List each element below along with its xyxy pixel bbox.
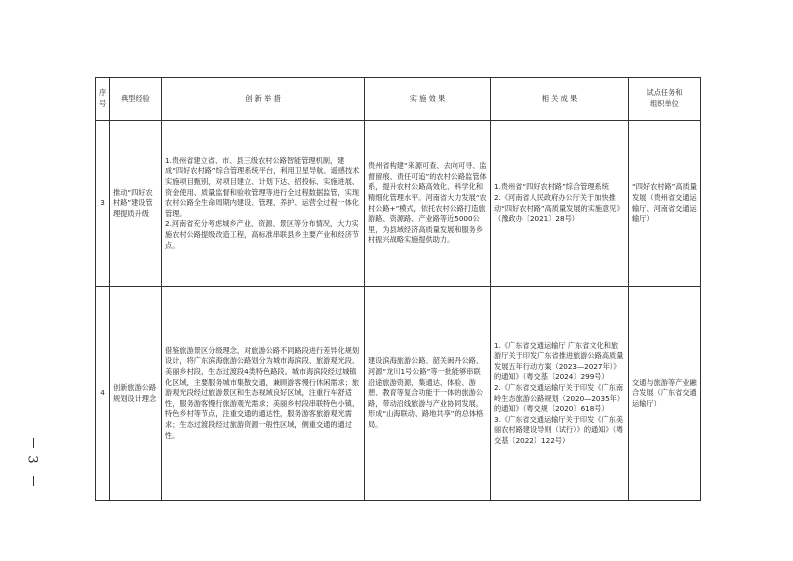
page-number-dash xyxy=(33,438,34,448)
row-seq: 3 xyxy=(96,121,110,287)
page-number-dash xyxy=(33,476,34,486)
header-measures: 创 新 举 措 xyxy=(162,78,365,121)
measure-item: 借鉴旅游景区分级理念，对旅游公路不同路段进行差异化规划设计，将广东滨海旅游公路划分为城市海滨段、旅游观光段、美丽乡村段、生态过渡段4类特色路段。城市海滨段经过城镇化区域，主要服务城市集散交通，兼顾游客慢行休闲需求；旅游观光段经过旅游景区和生态视域良好区域，注重行车舒适性，服务游客慢行旅游观光需求；美丽乡村段串联特色小镇、特色乡村等节点，注重交通的通达性，服务游客旅游观光需求；生态过渡段经过旅游资源一般性区域，侧重交通的通过性。 xyxy=(165,345,360,440)
page-number-marker xyxy=(20,438,50,488)
table-row xyxy=(96,121,701,287)
row-seq: 4 xyxy=(96,287,110,501)
row-effects: 贵州省构建“来源可查、去向可寻、监督留痕、责任可追”的农村公路监管体系，提升农村公路高效化、科学化和精细化管理水平。河南省大力发展“农村公路+”模式，依托农村公路打造旅游路、资源路、产业路等近5000公里，为县域经济高质量发展和服务乡村振兴战略实施提供助力。 xyxy=(365,121,491,287)
result-item: 1.《广东省交通运输厅 广东省文化和旅游厅关于印发广东省推进旅游公路高质量发展五年行动方案（2023—2027年）》的通知》（粤交基〔2024〕299号） xyxy=(494,340,624,382)
table-row xyxy=(96,287,701,501)
measure-item: 2.河南省充分考虑城乡产业、资源、景区等分布情况，大力实施农村公路提级改造工程，高标准串联县乡主要产业和经济节点。 xyxy=(165,219,360,250)
page-number: 3 xyxy=(24,455,40,464)
row-results xyxy=(491,121,629,287)
result-item: 2.《河南省人民政府办公厅关于加快推动“四好农村路”高质量发展的实施意见》（豫政办〔2021〕28号） xyxy=(494,192,624,224)
experience-table xyxy=(95,77,701,501)
row-experience: 推动“四好农村路”建设管理提质升级 xyxy=(110,121,162,287)
table-header-row xyxy=(96,78,701,121)
row-units: “四好农村路”高质量发展（贵州省交通运输厅、河南省交通运输厅） xyxy=(629,121,701,287)
measure-item: 1.贵州省建立省、市、县三级农村公路智能管理机制，建成“四好农村路”综合管理系统平台，利用卫星导航、遥感技术实施项目甄别，对项目建立、计划下达、招投标、实施进展、资金使用、质量监督和验收管理等进行全过程数据监管，实现农村公路全生命周期内建设、管理、养护、运营全过程一体化管理。 xyxy=(165,155,360,218)
header-experience: 典型经验 xyxy=(110,78,162,121)
header-effects: 实 施 效 果 xyxy=(365,78,491,121)
row-measures xyxy=(162,287,365,501)
row-measures xyxy=(162,121,365,287)
row-results xyxy=(491,287,629,501)
result-item: 2.《广东省交通运输厅关于印发《广东南岭生态旅游公路规划（2020—2035年）的通知》（粤交规〔2020〕618号） xyxy=(494,382,625,414)
header-units: 试点任务和 组织单位 xyxy=(629,78,701,121)
header-seq: 序 号 xyxy=(96,78,110,121)
row-effects: 建设滨海旅游公路、韶关闽丹公路、河源“龙川1号公路”等一批能够串联沿途旅游资源，集通达、体验、游憩、教育等复合功能于一体的旅游公路，带动沿线旅游与产业协同发展，形成“山海联动、路地共享”的总体格局。 xyxy=(365,287,491,501)
row-experience: 创新旅游公路规划设计理念 xyxy=(110,287,162,501)
header-results: 相 关 成 果 xyxy=(491,78,629,121)
result-item: 3.《广东省交通运输厅关于印发《广东美丽农村路建设导则（试行）》的通知》（粤交基〔2022〕122号） xyxy=(494,414,624,445)
row-units: 交通与旅游等产业融合发展（广东省交通运输厅） xyxy=(629,287,701,501)
result-item: 1.贵州省“四好农村路”综合管理系统 xyxy=(494,182,609,192)
